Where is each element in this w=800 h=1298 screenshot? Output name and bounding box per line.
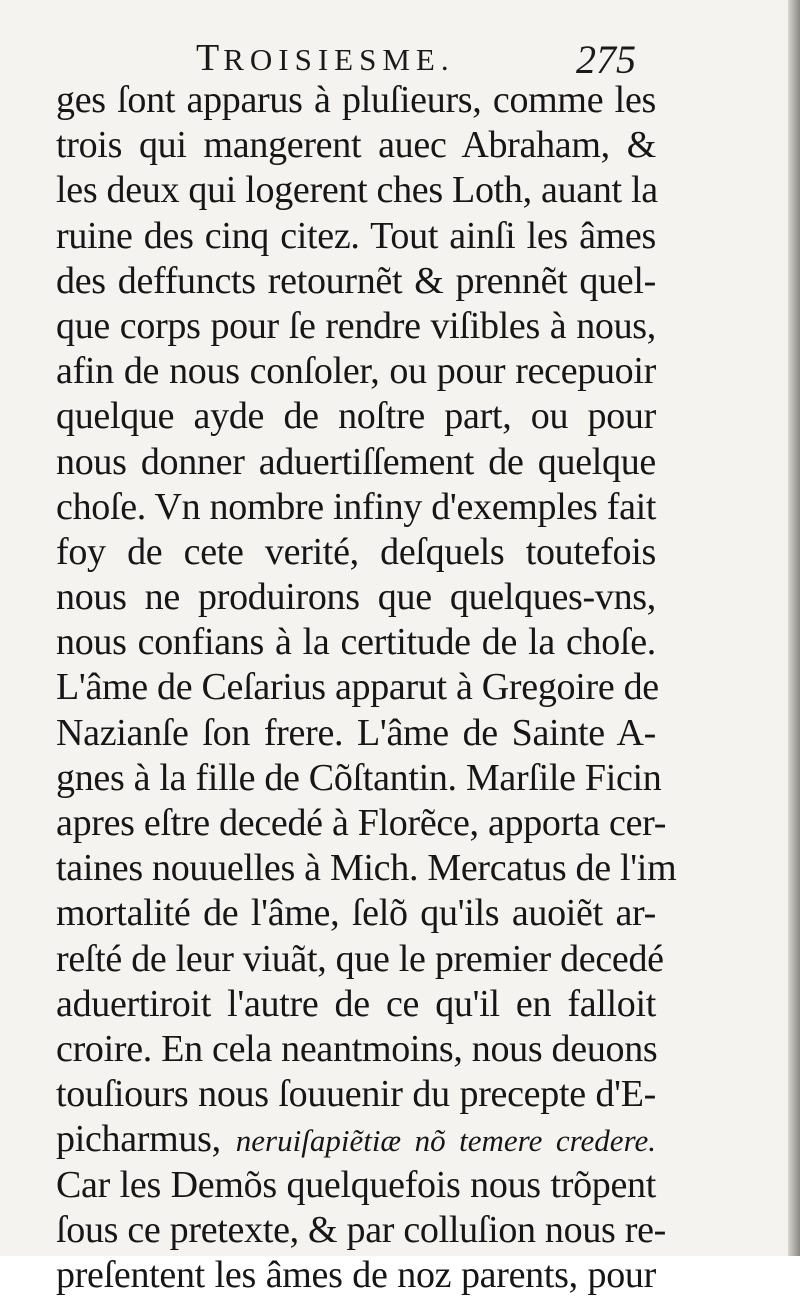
text-line-content: touſiours nous ſouuenir du precepte d'E- xyxy=(56,1073,656,1116)
text-line-content: choſe. Vn nombre infiny d'exemples fait xyxy=(56,485,657,528)
text-line xyxy=(56,440,656,485)
text-line xyxy=(56,1163,656,1208)
body-text xyxy=(56,78,677,1298)
running-title xyxy=(196,36,455,80)
text-line xyxy=(56,123,656,168)
text-line-content: nous confians à la certitude de la choſe. xyxy=(56,621,656,664)
text-line-content: les deux qui logerent ches Loth, auant la xyxy=(56,169,658,212)
text-line xyxy=(56,575,656,620)
text-line-content: mortalité de l'âme, ſelõ qu'ils auoiẽt ar- xyxy=(56,892,656,935)
text-line xyxy=(56,168,656,213)
text-line xyxy=(56,259,656,304)
text-line-content: reſté de leur viuãt, que le premier decedé xyxy=(56,937,664,980)
text-line xyxy=(56,394,656,439)
text-line-content: afin de nous conſoler, ou pour recepuoir xyxy=(56,350,656,393)
text-line-content: nous ne produirons que quelques-vns, xyxy=(56,576,656,619)
text-line xyxy=(56,846,677,891)
text-line-content: ſous ce pretexte, & par colluſion nous re- xyxy=(56,1208,666,1251)
running-title-initial: T xyxy=(196,37,224,79)
text-line xyxy=(56,1027,656,1072)
text-line-content: ruine des cinq citez. Tout ainſi les âmes xyxy=(56,214,656,257)
page-number: 275 xyxy=(576,37,636,82)
text-line xyxy=(56,1072,656,1117)
text-line xyxy=(56,982,656,1027)
text-line-content: L'âme de Ceſarius apparut à Gregoire de xyxy=(56,666,659,709)
text-line-content: nous donner aduertiſſement de quelque xyxy=(56,440,656,483)
text-line xyxy=(56,78,656,123)
text-line xyxy=(56,304,656,349)
text-line xyxy=(56,530,656,575)
text-line xyxy=(56,214,656,259)
running-title-rest: ROISIESME. xyxy=(223,42,455,77)
text-line-content: ges ſont apparus à pluſieurs, comme les xyxy=(56,79,656,121)
text-line xyxy=(56,801,667,846)
text-line xyxy=(56,937,664,982)
text-line-content: picharmus, xyxy=(56,1118,221,1161)
text-line-content: Nazianſe ſon frere. L'âme de Sainte A- xyxy=(56,711,656,754)
text-line xyxy=(56,756,662,801)
text-line-content: apres eſtre decedé à Florẽce, apporta cer- xyxy=(56,802,667,844)
text-line-content: preſentent les âmes de noz parents, pour xyxy=(56,1253,656,1296)
italic-quotation: neruiſapiẽtiæ nõ temere credere. xyxy=(235,1123,656,1159)
text-line-content: que corps pour ſe rendre viſibles à nous, xyxy=(56,304,656,347)
text-line-content: quelque ayde de noſtre part, ou pour xyxy=(56,395,656,438)
text-line-content: taines nouuelles à Mich. Mercatus de l'im xyxy=(56,847,677,890)
text-line-content: des deffuncts retournẽt & prennẽt quel- xyxy=(56,259,656,302)
text-line xyxy=(56,620,656,665)
text-line xyxy=(56,485,656,530)
text-line xyxy=(56,891,656,936)
text-line-content: gnes à la fille de Cõſtantin. Marſile Ficin xyxy=(56,756,662,799)
text-line-content: foy de cete verité, deſquels toutefois xyxy=(56,530,656,573)
text-line xyxy=(56,711,656,756)
text-line xyxy=(56,349,656,394)
text-line-content: croire. En cela neantmoins, nous deuons xyxy=(56,1027,658,1070)
text-line-content: aduertiroit l'autre de ce qu'il en falloit xyxy=(56,982,656,1025)
text-line-content: Car les Demõs quelquefois nous trõpent xyxy=(56,1163,656,1206)
text-line xyxy=(56,665,659,710)
text-line-content: trois qui mangerent auec Abraham, & xyxy=(56,124,656,167)
text-line xyxy=(56,1117,656,1162)
text-line xyxy=(56,1253,656,1298)
text-line xyxy=(56,1208,666,1253)
